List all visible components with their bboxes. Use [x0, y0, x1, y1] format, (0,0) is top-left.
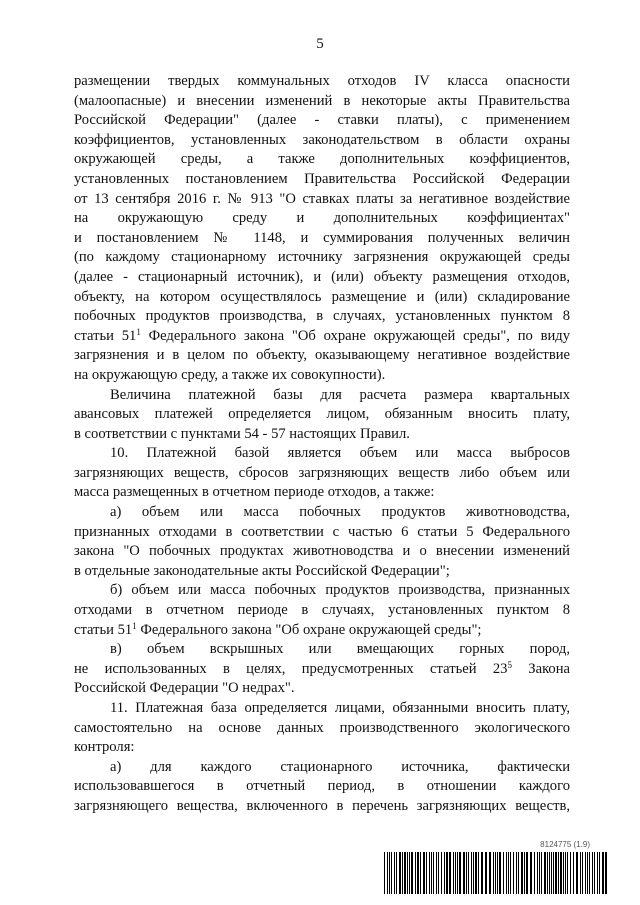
barcode-bar: [429, 852, 430, 894]
text-line: коэффициентов, установленных законодательством в области охраны: [74, 131, 570, 148]
barcode-bar: [497, 852, 498, 894]
barcode-bar: [402, 852, 403, 894]
text-line: закона "О побочных продуктах животноводства и о внесении изменений: [74, 543, 570, 560]
barcode-bar: [384, 852, 385, 894]
barcode-bar: [587, 852, 588, 894]
barcode-icon: [382, 852, 612, 894]
text-line: признанных отходами в соответствии с частью 6 статьи 5 Федерального: [74, 523, 570, 540]
barcode-bar: [485, 852, 487, 894]
text-line: [74, 660, 570, 680]
barcode-bar: [399, 852, 401, 894]
barcode-bar: [567, 852, 568, 894]
document-body: [74, 72, 570, 817]
barcode-bar: [563, 852, 564, 894]
barcode-bar: [453, 852, 454, 894]
text-line: 10. Платежной базой является объем или масса выбросов: [110, 445, 570, 462]
text-line: объекту, на котором осуществлялось размещение и (или) складирование: [74, 288, 570, 305]
superscript: 1: [136, 326, 141, 337]
barcode-bar: [420, 852, 421, 894]
text-line: [74, 327, 570, 347]
text-line: (далее - стационарный источник), и (или) объекту размещения отходов,: [74, 268, 570, 285]
barcode-bar: [594, 852, 595, 894]
text-line: загрязнения и в целом по объекту, оказывающему негативное воздействие: [74, 347, 570, 364]
text-line: Российской Федерации "О недрах".: [74, 680, 295, 697]
text-line: самостоятельно на основе данных производственного экологического: [74, 719, 570, 736]
barcode-bar: [394, 852, 395, 894]
superscript: 5: [507, 659, 512, 670]
barcode-bar: [417, 852, 419, 894]
text-line: в отдельные законодательные акты Российской Федерации";: [74, 562, 450, 579]
barcode-bar: [551, 852, 552, 894]
barcode-bar: [516, 852, 517, 894]
text-line: установленных постановлением Правительства Российской Федерации: [74, 170, 570, 187]
barcode-bar: [534, 852, 535, 894]
barcode-bar: [415, 852, 416, 894]
text-fragment: Закона: [511, 660, 570, 677]
barcode-bar: [573, 852, 574, 894]
barcode-bar: [597, 852, 598, 894]
barcode-bar: [489, 852, 491, 894]
text-fragment: не использованных в целях, предусмотренных статьей 23: [74, 660, 508, 677]
barcode-bar: [599, 852, 600, 894]
text-line: [74, 621, 570, 641]
barcode-bar: [431, 852, 432, 894]
barcode-bar: [560, 852, 562, 894]
text-line: загрязняющих веществ, сбросов загрязняющих веществ либо объем или: [74, 464, 570, 481]
barcode-bar: [433, 852, 434, 894]
barcode-bar: [407, 852, 408, 894]
text-line: а) для каждого стационарного источника, фактически: [110, 758, 570, 775]
barcode-bar: [503, 852, 504, 894]
text-line: окружающей среды, а также дополнительных коэффициентов,: [74, 151, 570, 168]
barcode-bar: [441, 852, 442, 894]
text-line: масса размещенных в отчетном периоде отходов, а также:: [74, 484, 435, 501]
barcode-bar: [541, 852, 542, 894]
barcode-bar: [495, 852, 496, 894]
barcode-bar: [537, 852, 538, 894]
barcode-bar: [404, 852, 406, 894]
barcode-bar: [446, 852, 448, 894]
text-line: контроля:: [74, 739, 135, 756]
barcode-bar: [426, 852, 427, 894]
barcode-bar: [576, 852, 578, 894]
barcode-bar: [387, 852, 388, 894]
barcode-bar: [524, 852, 525, 894]
barcode-bar: [493, 852, 494, 894]
barcode-bar: [521, 852, 523, 894]
barcode-bar: [473, 852, 474, 894]
barcode-bar: [389, 852, 390, 894]
barcode-bar: [549, 852, 550, 894]
barcode-bar: [396, 852, 397, 894]
text-line: а) объем или масса побочных продуктов животноводства,: [110, 504, 570, 521]
barcode-bar: [466, 852, 467, 894]
text-line: Российской Федерации" (далее - ставки платы), с применением: [74, 112, 570, 129]
text-line: побочных продуктов производства, в случаях, установленных пунктом 8: [74, 308, 570, 325]
barcode-bar: [539, 852, 540, 894]
barcode-bar: [391, 852, 392, 894]
barcode-bar: [553, 852, 554, 894]
text-line: авансовых платежей определяется лицом, обязанным вносить плату,: [74, 406, 570, 423]
barcode-bar: [518, 852, 519, 894]
barcode-bar: [438, 852, 439, 894]
barcode-bar: [471, 852, 472, 894]
barcode-bar: [481, 852, 483, 894]
barcode-bar: [506, 852, 507, 894]
text-line: от 13 сентября 2016 г. № 913 "О ставках платы за негативное воздействие: [74, 190, 570, 207]
barcode-bar: [580, 852, 581, 894]
barcode-bar: [589, 852, 590, 894]
barcode-bar: [478, 852, 479, 894]
page-number: 5: [316, 36, 324, 52]
barcode-bar: [605, 852, 607, 894]
barcode-bar: [436, 852, 437, 894]
text-line: на окружающую среду, а также их совокупности).: [74, 366, 386, 383]
barcode-bar: [463, 852, 465, 894]
text-line: Величина платежной базы для расчета размера квартальных: [110, 386, 570, 403]
barcode-number: 8124775 (1.9): [540, 840, 590, 849]
text-line: загрязняющего вещества, включенного в перечень загрязняющих веществ,: [74, 797, 570, 814]
barcode-bar: [547, 852, 548, 894]
barcode-bar: [585, 852, 586, 894]
barcode-bar: [409, 852, 410, 894]
text-line: на окружающую среду и дополнительных коэффициентах": [74, 210, 570, 227]
text-fragment: Федерального закона "Об охране окружающей среды", по виду: [140, 327, 570, 344]
barcode-bar: [423, 852, 425, 894]
footer-barcode-block: [382, 840, 612, 896]
barcode-bar: [475, 852, 477, 894]
barcode-bar: [510, 852, 511, 894]
text-line: отходами в отчетном периоде в случаях, установленных пунктом 8: [74, 602, 570, 619]
barcode-bar: [565, 852, 566, 894]
barcode-bar: [449, 852, 451, 894]
barcode-bar: [459, 852, 461, 894]
text-line: (малоопасные) и внесении изменений в некоторые акты Правительства: [74, 92, 570, 109]
barcode-bar: [558, 852, 559, 894]
barcode-bar: [468, 852, 469, 894]
text-line: 11. Платежная база определяется лицами, обязанными вносить плату,: [110, 700, 570, 716]
barcode-bar: [411, 852, 413, 894]
barcode-bar: [570, 852, 571, 894]
superscript: 1: [132, 620, 137, 631]
text-line: б) объем или масса побочных продуктов производства, признанных: [110, 582, 570, 599]
barcode-bar: [455, 852, 456, 894]
barcode-bar: [508, 852, 509, 894]
barcode-bar: [592, 852, 593, 894]
barcode-bar: [602, 852, 604, 894]
text-line: и постановлением № 1148, и суммирования полученных величин: [74, 229, 570, 246]
text-line: в соответствии с пунктами 54 - 57 настоящих Правил.: [74, 425, 410, 442]
text-line: в) объем вскрышных или вмещающих горных пород,: [110, 641, 570, 658]
barcode-bar: [444, 852, 445, 894]
barcode-bar: [513, 852, 514, 894]
text-fragment: статьи 51: [74, 327, 137, 344]
barcode-bar: [499, 852, 501, 894]
text-line: размещении твердых коммунальных отходов IV класса опасности: [74, 73, 570, 89]
text-line: использовавшегося в отчетный период, в отношении каждого: [74, 778, 570, 795]
barcode-bar: [544, 852, 546, 894]
barcode-bar: [555, 852, 557, 894]
barcode-bar: [582, 852, 583, 894]
text-line: (по каждому стационарному источнику загрязнения окружающей среды: [74, 249, 570, 266]
text-fragment: Федерального закона "Об охране окружающей среды";: [136, 621, 482, 638]
barcode-bar: [526, 852, 528, 894]
text-fragment: статьи 51: [74, 621, 133, 638]
barcode-bar: [530, 852, 532, 894]
barcode-bar: [457, 852, 458, 894]
